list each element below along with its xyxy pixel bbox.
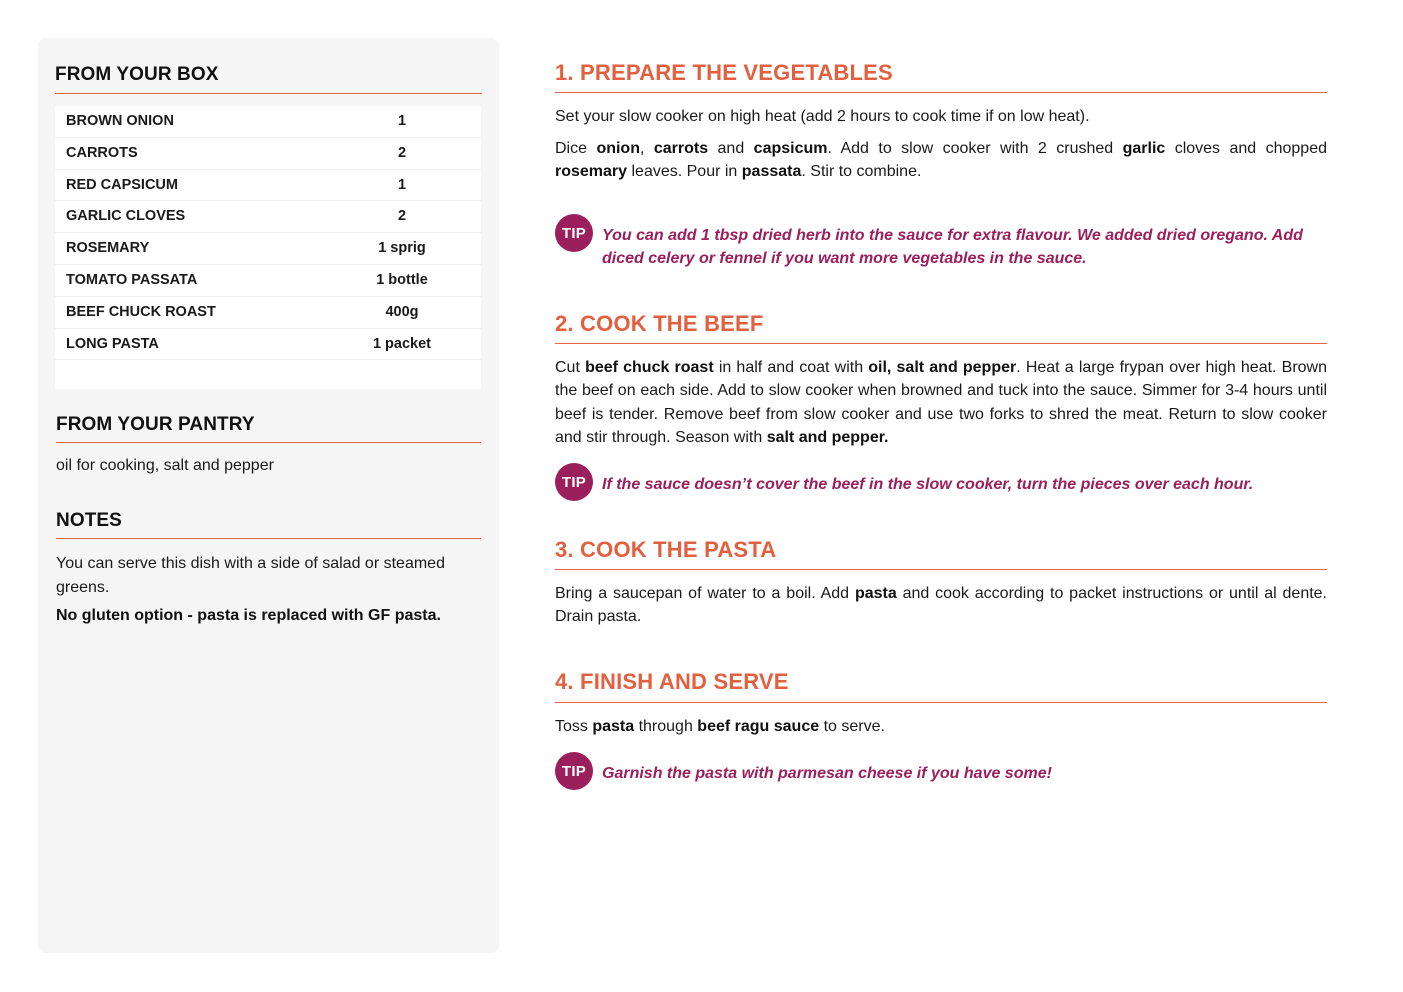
- ingredient-row: [55, 170, 481, 202]
- step-rule: [555, 92, 1327, 93]
- step-paragraph: Bring a saucepan of water to a boil. Add pasta and cook according to packet instructions or until al dente. Drain pasta.: [555, 585, 1328, 626]
- ingredient-qty: 2: [397, 208, 407, 225]
- from-your-pantry-heading: FROM YOUR PANTRY: [56, 414, 255, 435]
- step-paragraph: Dice onion, carrots and capsicum. Add to slow cooker with 2 crushed garlic cloves and chopped rosemary leaves. Pour in passata. Stir to combine.: [555, 140, 1328, 181]
- ingredient-row: [55, 138, 481, 170]
- pantry-text: oil for cooking, salt and pepper: [56, 457, 274, 474]
- step-rule: [555, 702, 1327, 703]
- ingredient-name: TOMATO PASSATA: [66, 271, 198, 288]
- step-title-finish-serve: 4. FINISH AND SERVE: [555, 669, 789, 694]
- step-paragraph: Toss pasta through beef ragu sauce to serve.: [555, 718, 885, 735]
- notes-heading-rule: [56, 538, 481, 539]
- ingredient-row: [55, 233, 481, 265]
- notes-heading: NOTES: [56, 510, 122, 531]
- step-title-prepare-vegetables: 1. PREPARE THE VEGETABLES: [555, 60, 893, 85]
- ingredient-row: [55, 265, 481, 297]
- tip-badge: TIP: [555, 752, 593, 790]
- tip-text: If the sauce doesn’t cover the beef in the slow cooker, turn the pieces over each hour.: [602, 476, 1254, 493]
- ingredients-table: [55, 106, 481, 389]
- pantry-heading-rule: [56, 442, 481, 443]
- ingredient-name: BEEF CHUCK ROAST: [66, 303, 216, 320]
- step-paragraph: Cut beef chuck roast in half and coat with oil, salt and pepper. Heat a large frypan over high heat. Brown the beef on each side. Add to slow cooker when browned and tuck into the sauce. Simmer for 3-4 hours until beef is tender. Remove beef from slow cooker and use two forks to shred the meat. Return to slow cooker and stir through. Season with salt and pepper.: [555, 359, 1328, 446]
- tip-badge: TIP: [555, 463, 593, 501]
- ingredient-name: BROWN ONION: [66, 113, 174, 129]
- notes-text: You can serve this dish with a side of salad or steamed greens.: [56, 555, 445, 596]
- ingredient-qty: 1 packet: [372, 335, 432, 352]
- tip-badge: TIP: [555, 214, 593, 252]
- ingredient-name: CARROTS: [66, 144, 138, 161]
- ingredient-qty: 1 bottle: [376, 271, 428, 288]
- ingredient-qty: 1 sprig: [378, 240, 426, 257]
- step-rule: [555, 343, 1327, 344]
- ingredient-row: [55, 106, 481, 138]
- ingredient-qty: 1: [397, 176, 407, 193]
- ingredient-qty: 2: [397, 144, 407, 161]
- box-heading-rule: [55, 93, 482, 94]
- tip-text: You can add 1 tbsp dried herb into the sauce for extra flavour. We added dried oregano. Add diced celery or fennel if you want more vegetables in the sauce.: [602, 227, 1303, 268]
- ingredient-name: ROSEMARY: [66, 240, 150, 257]
- from-your-box-heading: FROM YOUR BOX: [55, 64, 219, 85]
- step-title-cook-pasta: 3. COOK THE PASTA: [555, 537, 777, 562]
- step-title-cook-beef: 2. COOK THE BEEF: [555, 311, 764, 336]
- step-paragraph: Set your slow cooker on high heat (add 2 hours to cook time if on low heat).: [555, 108, 1090, 125]
- ingredient-qty: 1: [397, 113, 407, 129]
- ingredient-row: [55, 329, 481, 361]
- ingredient-name: LONG PASTA: [66, 335, 159, 352]
- ingredient-name: GARLIC CLOVES: [66, 208, 186, 225]
- ingredient-qty: 400g: [385, 303, 419, 320]
- ingredient-name: RED CAPSICUM: [66, 176, 178, 193]
- ingredient-row: [55, 297, 481, 329]
- tip-text: Garnish the pasta with parmesan cheese if you have some!: [602, 765, 1052, 782]
- step-rule: [555, 569, 1327, 570]
- ingredient-row: [55, 201, 481, 233]
- ingredients-sidebar: [38, 38, 499, 953]
- gluten-free-note: No gluten option - pasta is replaced with GF pasta.: [56, 607, 441, 624]
